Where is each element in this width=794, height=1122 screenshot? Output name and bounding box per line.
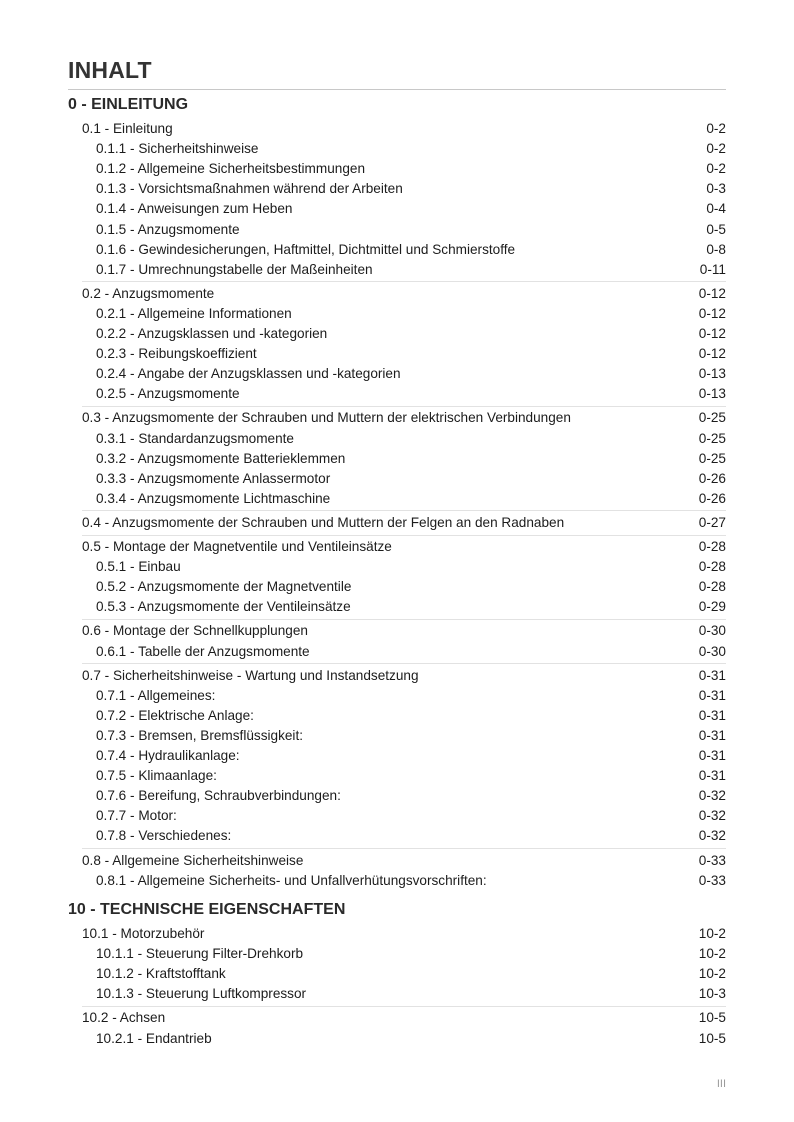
- section-divider: [82, 619, 726, 620]
- entry-title: 0.8.1 - Allgemeine Sicherheits- und Unfallverhütungsvorschriften:: [96, 872, 487, 888]
- toc-subsection-entry[interactable]: [96, 964, 726, 984]
- entry-page-number: 0-12: [698, 305, 726, 321]
- page-title: INHALT: [68, 57, 152, 83]
- entry-title: 0.5.2 - Anzugsmomente der Magnetventile: [96, 579, 352, 595]
- entry-title: 0.5 - Montage der Magnetventile und Ventileinsätze: [82, 539, 392, 554]
- toc-section-entry[interactable]: [82, 119, 726, 139]
- entry-page-number: 0-31: [698, 707, 726, 723]
- chapter-heading: 0 - EINLEITUNG: [68, 96, 189, 113]
- entry-page-number: 0-31: [698, 748, 726, 763]
- entry-page-number: 0-25: [698, 410, 726, 426]
- entry-page-number: 0-31: [698, 667, 726, 683]
- entry-title: 0.7.6 - Bereifung, Schraubverbindungen:: [96, 788, 341, 804]
- chapter-heading: 10 - TECHNISCHE EIGENSCHAFTEN: [68, 901, 346, 918]
- entry-page-number: 0-28: [698, 579, 726, 595]
- toc-section-entry[interactable]: [82, 621, 726, 641]
- toc-subsection-entry[interactable]: [96, 706, 726, 726]
- entry-title: 0.2 - Anzugsmomente: [82, 285, 215, 301]
- entry-title: 0.4 - Anzugsmomente der Schrauben und Muttern der Felgen an den Radnaben: [82, 514, 565, 530]
- entry-title: 10.1 - Motorzubehör: [82, 926, 205, 941]
- toc-subsection-entry[interactable]: [96, 746, 726, 766]
- toc-subsection-entry[interactable]: [96, 642, 726, 662]
- entry-title: 0.8 - Allgemeine Sicherheitshinweise: [82, 852, 304, 868]
- entry-title: 0.6.1 - Tabelle der Anzugsmomente: [96, 643, 310, 659]
- entry-page-number: 0-3: [706, 181, 726, 197]
- toc-section-entry[interactable]: [82, 537, 726, 557]
- entry-title: 0.3.1 - Standardanzugsmomente: [96, 430, 294, 446]
- toc-subsection-entry[interactable]: [96, 364, 726, 384]
- page-number: III: [716, 1078, 726, 1090]
- section-divider: [82, 535, 726, 536]
- toc-subsection-entry[interactable]: [96, 429, 726, 449]
- entry-page-number: 0-31: [698, 687, 726, 703]
- entry-title: 0.7.3 - Bremsen, Bremsflüssigkeit:: [96, 727, 303, 743]
- entry-page-number: 0-33: [698, 872, 726, 888]
- section-divider: [82, 510, 726, 511]
- toc-section-entry[interactable]: [82, 284, 726, 304]
- entry-title: 0.5.1 - Einbau: [96, 559, 181, 575]
- entry-title: 0.3.3 - Anzugsmomente Anlassermotor: [96, 470, 331, 486]
- section-divider: [82, 281, 726, 282]
- entry-title: 0.2.5 - Anzugsmomente: [96, 386, 240, 402]
- entry-page-number: 0-26: [698, 470, 726, 486]
- entry-title: 0.1.3 - Vorsichtsmaßnahmen während der Arbeiten: [96, 181, 403, 197]
- entry-page-number: 0-25: [698, 450, 726, 466]
- toc-section-entry[interactable]: [82, 513, 726, 533]
- entry-page-number: 10-2: [698, 926, 726, 941]
- entry-page-number: 0-33: [698, 852, 726, 868]
- toc-subsection-entry[interactable]: [96, 726, 726, 746]
- toc-subsection-entry[interactable]: [96, 766, 726, 786]
- entry-title: 0.1.7 - Umrechnungstabelle der Maßeinheiten: [96, 261, 373, 277]
- entry-title: 0.2.2 - Anzugsklassen und -kategorien: [96, 326, 328, 341]
- entry-title: 0.2.4 - Angabe der Anzugsklassen und -kategorien: [96, 366, 401, 382]
- section-divider: [82, 663, 726, 664]
- entry-page-number: 0-27: [698, 514, 726, 530]
- toc-subsection-entry[interactable]: [96, 577, 726, 597]
- toc-subsection-entry[interactable]: [96, 944, 726, 964]
- entry-title: 0.1 - Einleitung: [82, 121, 173, 136]
- toc-subsection-entry[interactable]: [96, 806, 726, 826]
- entry-title: 0.3 - Anzugsmomente der Schrauben und Muttern der elektrischen Verbindungen: [82, 410, 571, 426]
- entry-page-number: 0-25: [698, 430, 726, 446]
- toc-section-entry[interactable]: [82, 1008, 726, 1028]
- entry-page-number: 0-11: [699, 261, 726, 277]
- entry-page-number: 0-2: [706, 141, 726, 157]
- entry-title: 0.1.1 - Sicherheitshinweise: [96, 141, 259, 157]
- entry-title: 0.7.8 - Verschiedenes:: [96, 828, 232, 844]
- toc-subsection-entry[interactable]: [96, 786, 726, 806]
- entry-title: 0.1.5 - Anzugsmomente: [96, 221, 240, 237]
- toc-subsection-entry[interactable]: [96, 984, 726, 1004]
- toc-subsection-entry[interactable]: [96, 260, 726, 280]
- toc-section-entry[interactable]: [82, 666, 726, 686]
- toc-subsection-entry[interactable]: [96, 449, 726, 469]
- entry-title: 0.6 - Montage der Schnellkupplungen: [82, 623, 308, 639]
- entry-page-number: 0-26: [698, 490, 726, 506]
- entry-title: 0.7.7 - Motor:: [96, 808, 177, 824]
- toc-subsection-entry[interactable]: [96, 324, 726, 344]
- toc-subsection-entry[interactable]: [96, 344, 726, 364]
- entry-page-number: 0-12: [698, 285, 726, 301]
- entry-title: 0.1.6 - Gewindesicherungen, Haftmittel, Dichtmittel und Schmierstoffe: [96, 241, 516, 257]
- section-divider: [82, 406, 726, 407]
- toc-section-entry[interactable]: [82, 924, 726, 944]
- toc-subsection-entry[interactable]: [96, 159, 726, 179]
- entry-page-number: 0-30: [698, 623, 726, 639]
- toc-section-entry[interactable]: [82, 408, 726, 428]
- entry-page-number: 0-30: [698, 643, 726, 659]
- entry-page-number: 0-12: [698, 326, 726, 341]
- entry-page-number: 10-5: [698, 1010, 726, 1026]
- entry-page-number: 0-2: [706, 161, 726, 177]
- entry-title: 0.2.1 - Allgemeine Informationen: [96, 305, 292, 321]
- section-divider: [82, 1006, 726, 1007]
- entry-page-number: 0-2: [706, 121, 726, 136]
- entry-title: 0.1.4 - Anweisungen zum Heben: [96, 201, 293, 217]
- toc-subsection-entry[interactable]: [96, 304, 726, 324]
- toc-subsection-entry[interactable]: [96, 199, 726, 219]
- entry-title: 10.2.1 - Endantrieb: [96, 1030, 212, 1046]
- entry-page-number: 0-32: [698, 808, 726, 824]
- toc-subsection-entry[interactable]: [96, 179, 726, 199]
- toc-subsection-entry[interactable]: [96, 686, 726, 706]
- entry-title: 0.5.3 - Anzugsmomente der Ventileinsätze: [96, 599, 351, 615]
- entry-title: 0.7.5 - Klimaanlage:: [96, 768, 217, 784]
- entry-title: 0.7.1 - Allgemeines:: [96, 687, 216, 703]
- toc-subsection-entry[interactable]: [96, 489, 726, 509]
- toc-subsection-entry[interactable]: [96, 597, 726, 617]
- entry-title: 10.1.3 - Steuerung Luftkompressor: [96, 986, 307, 1002]
- entry-page-number: 0-13: [698, 366, 726, 382]
- entry-page-number: 10-3: [698, 986, 726, 1002]
- entry-page-number: 0-4: [706, 201, 726, 217]
- entry-title: 0.1.2 - Allgemeine Sicherheitsbestimmungen: [96, 161, 366, 177]
- toc-subsection-entry[interactable]: [96, 826, 726, 846]
- entry-title: 0.3.2 - Anzugsmomente Batterieklemmen: [96, 450, 346, 466]
- toc-subsection-entry[interactable]: [96, 871, 726, 891]
- entry-title: 0.7.2 - Elektrische Anlage:: [96, 707, 254, 723]
- entry-page-number: 0-32: [698, 828, 726, 844]
- toc-section-entry[interactable]: [82, 851, 726, 871]
- entry-page-number: 0-28: [698, 559, 726, 575]
- entry-page-number: 0-13: [698, 386, 726, 402]
- toc-subsection-entry[interactable]: [96, 220, 726, 240]
- toc-subsection-entry[interactable]: [96, 240, 726, 260]
- entry-page-number: 10-2: [698, 946, 726, 962]
- entry-title: 10.1.1 - Steuerung Filter-Drehkorb: [96, 946, 304, 962]
- entry-title: 0.3.4 - Anzugsmomente Lichtmaschine: [96, 490, 331, 506]
- toc-subsection-entry[interactable]: [96, 384, 726, 404]
- entry-page-number: 0-31: [698, 768, 726, 784]
- entry-page-number: 0-12: [698, 346, 726, 362]
- entry-page-number: 0-31: [698, 727, 726, 743]
- entry-page-number: 0-28: [698, 539, 726, 554]
- title-divider: [68, 89, 726, 90]
- entry-title: 10.1.2 - Kraftstofftank: [96, 966, 226, 982]
- entry-page-number: 0-5: [706, 221, 726, 237]
- entry-title: 0.7.4 - Hydraulikanlage:: [96, 748, 240, 763]
- entry-page-number: 0-32: [698, 788, 726, 804]
- toc-subsection-entry[interactable]: [96, 1029, 726, 1049]
- toc-subsection-entry[interactable]: [96, 469, 726, 489]
- section-divider: [82, 848, 726, 849]
- entry-page-number: 0-8: [706, 241, 726, 257]
- entry-page-number: 10-2: [698, 966, 726, 982]
- entry-title: 10.2 - Achsen: [82, 1010, 166, 1026]
- entry-page-number: 10-5: [698, 1030, 726, 1046]
- toc-subsection-entry[interactable]: [96, 557, 726, 577]
- toc-subsection-entry[interactable]: [96, 139, 726, 159]
- entry-page-number: 0-29: [698, 599, 726, 615]
- entry-title: 0.7 - Sicherheitshinweise - Wartung und Instandsetzung: [82, 667, 419, 683]
- entry-title: 0.2.3 - Reibungskoeffizient: [96, 346, 257, 362]
